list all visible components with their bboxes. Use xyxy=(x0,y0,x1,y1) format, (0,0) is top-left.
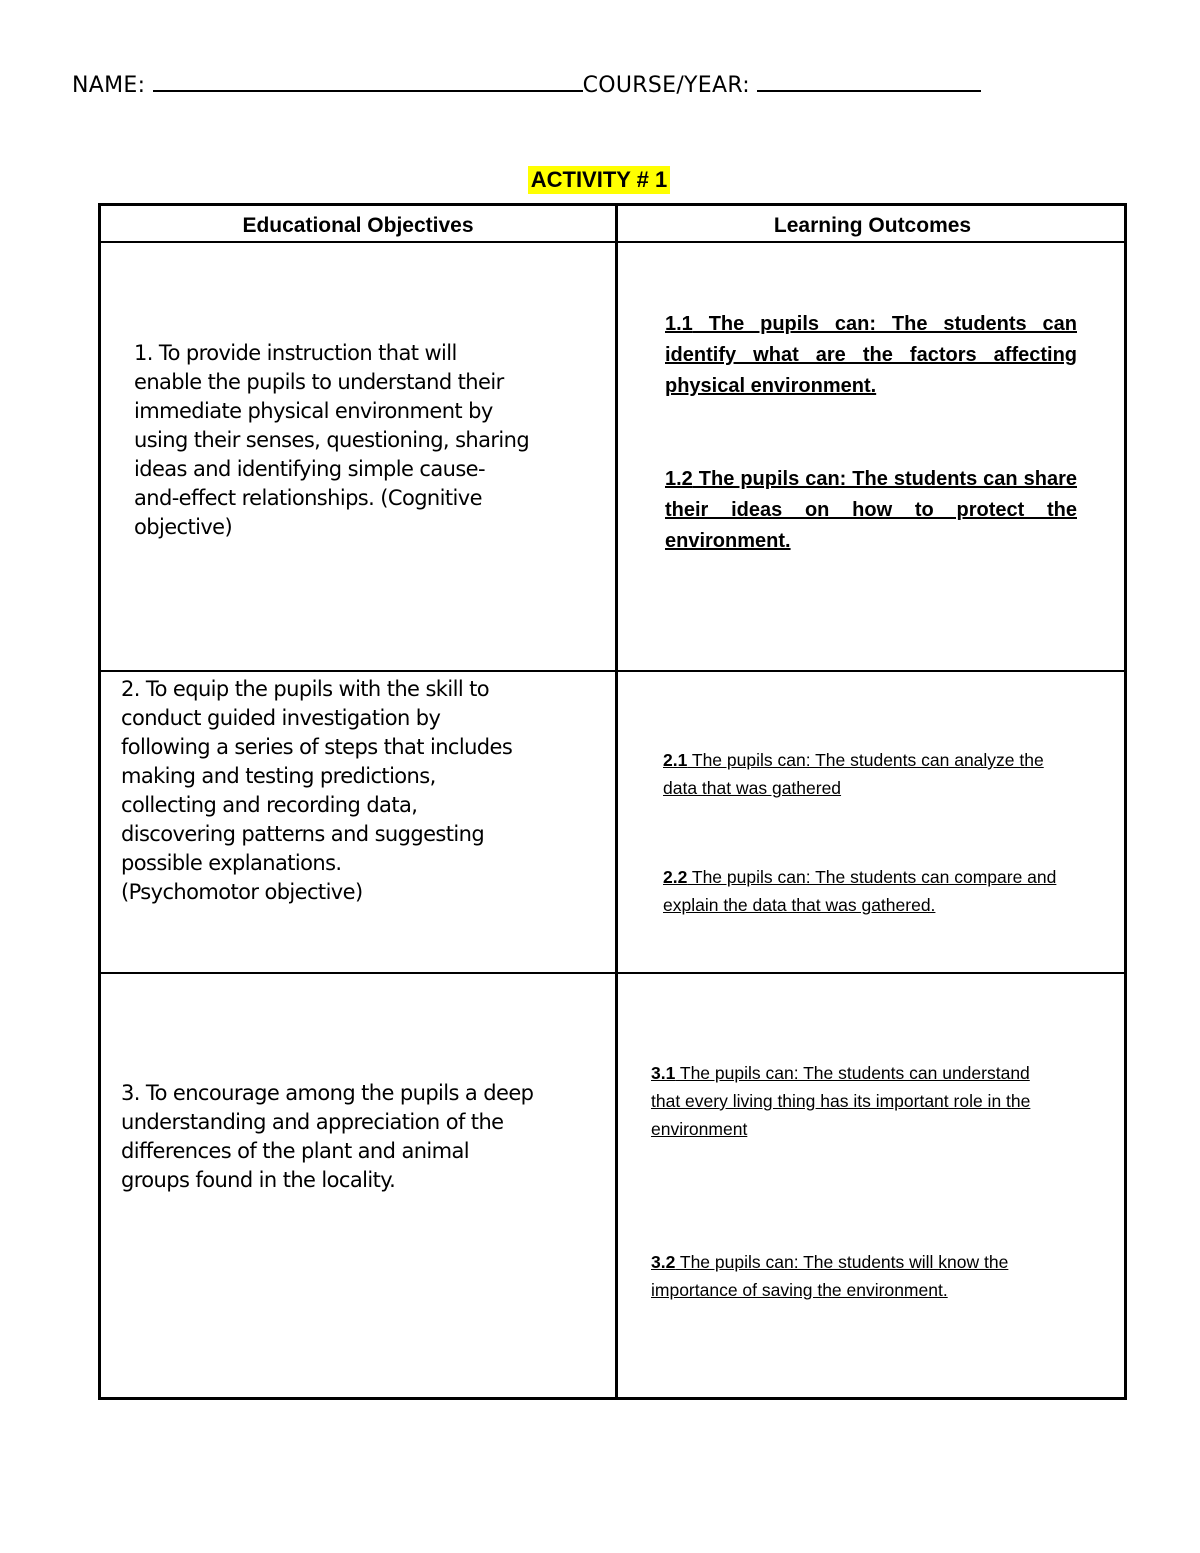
header-learning-outcomes: Learning Outcomes xyxy=(773,214,972,237)
outcome-2-2: 2.2 The pupils can: The students can compare and explain the data that was gathered. xyxy=(663,867,1057,915)
objective-2: 2. To equip the pupils with the skill to conduct guided investigation by following a series of steps that includes making and testing predictions, collecting and recording data, discovering patterns and suggesting possible explanations. (Psychomotor objective) xyxy=(121,677,513,904)
column-divider xyxy=(615,206,618,1397)
course-label: COURSE/YEAR: xyxy=(582,73,750,98)
outcome-3-1: 3.1 The pupils can: The students can understand that every living thing has its important role in the environment xyxy=(651,1063,1031,1139)
name-label: NAME: xyxy=(72,73,146,98)
course-field[interactable] xyxy=(757,72,981,92)
row-divider-2 xyxy=(101,972,1124,974)
header-educational-objectives: Educational Objectives xyxy=(242,214,474,237)
outcome-3-2: 3.2 The pupils can: The students will know the importance of saving the environment. xyxy=(651,1252,1009,1300)
objectives-table xyxy=(98,203,1127,1400)
outcome-1-1: 1.1 The pupils can: The students can identify what are the factors affecting physical environment. xyxy=(665,313,1077,397)
header-divider xyxy=(101,241,1124,243)
objective-1: 1. To provide instruction that will enable the pupils to understand their immediate physical environment by using their senses, questioning, sharing ideas and identifying simple cause- and-effect relationships. (Cognitive objective) xyxy=(134,341,530,539)
header-line xyxy=(72,72,981,98)
activity-title: ACTIVITY # 1 xyxy=(528,166,670,194)
outcome-2-1: 2.1 The pupils can: The students can analyze the data that was gathered xyxy=(663,750,1044,798)
row-divider-1 xyxy=(101,670,1124,672)
objective-3: 3. To encourage among the pupils a deep understanding and appreciation of the differences of the plant and animal groups found in the locality. xyxy=(121,1081,534,1192)
name-field[interactable] xyxy=(153,72,583,92)
outcome-1-2: 1.2 The pupils can: The students can share their ideas on how to protect the environment. xyxy=(665,468,1077,552)
